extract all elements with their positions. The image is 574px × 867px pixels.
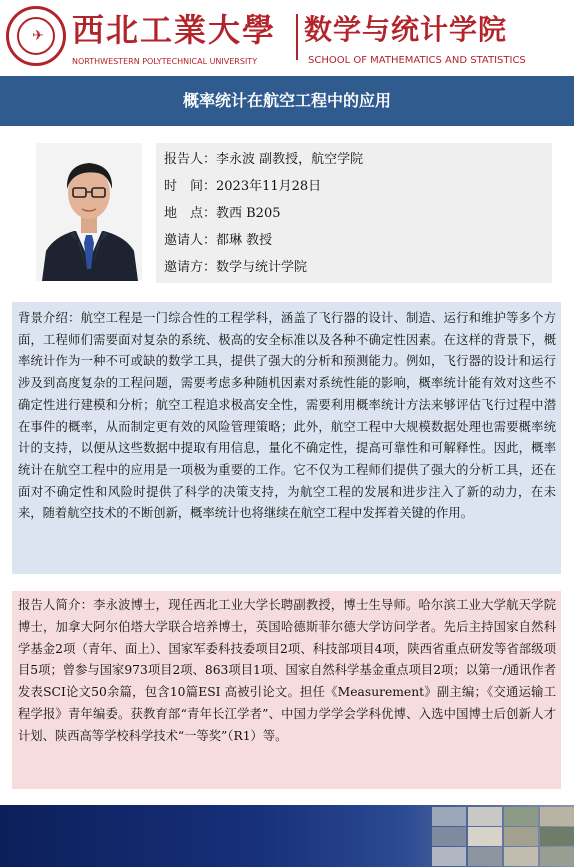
campus-photo-tile [540, 807, 574, 826]
background-section [12, 302, 561, 574]
page-header [0, 0, 574, 76]
speaker-bio-section [12, 591, 561, 789]
campus-photo-tile [540, 847, 574, 866]
campus-photo-tile [504, 807, 538, 826]
university-name-cn: 西北工業大學 [72, 11, 277, 49]
university-logo [6, 6, 66, 66]
location-line: 地 点：教西 B205 [164, 206, 281, 221]
campus-photo-collage [430, 805, 574, 867]
logo-inner-ring [17, 17, 55, 55]
speaker-bio-text: 报告人简介：李永波博士，现任西北工业大学长聘副教授，博士生导师。哈尔滨工业大学航天学院博士，加拿大阿尔伯塔大学联合培养博士，英国哈德斯菲尔德大学访问学者。先后主持国家自然科学基金2项（青年、面上）、国家军委科技委项目2项、科技部项目4项，陕西省重点研发等省部级项目5项；曾参与国家973项目2项、863项目1项、国家自然科学基金重点项目2项；以第一/通讯作者发表SCI论文50余篇，包含10篇ESI 高被引论文。担任《Measurement》副主编；《交通运输工程学报》青年编委。获教育部“青年长江学者”、中国力学学会学科优博、入选中国博士后创新人才计划、陕西高等学校科学技术“一等奖”（R1）等。 [18, 598, 556, 743]
inviter-line: 邀请人：都琳 教授 [164, 233, 273, 248]
logo-emblem-icon: ✈ [32, 28, 44, 44]
campus-photo-tile [468, 807, 502, 826]
reporter-line: 报告人：李永波 副教授，航空学院 [164, 152, 364, 167]
page-footer [0, 805, 574, 867]
speaker-photo [36, 143, 142, 281]
campus-photo-tile [504, 847, 538, 866]
header-divider [296, 14, 298, 60]
school-name-cn: 数学与统计学院 [304, 13, 508, 46]
campus-photo-tile [432, 847, 466, 866]
campus-photo-tile [504, 827, 538, 846]
time-line: 时 间：2023年11月28日 [164, 179, 322, 194]
campus-photo-tile [432, 827, 466, 846]
campus-photo-tile [432, 807, 466, 826]
title-bar [0, 76, 574, 126]
speaker-info-box [156, 143, 552, 283]
university-name-en: NORTHWESTERN POLYTECHNICAL UNIVERSITY [72, 57, 258, 66]
lecture-title: 概率统计在航空工程中的应用 [182, 91, 391, 110]
campus-photo-tile [468, 827, 502, 846]
campus-photo-tile [540, 827, 574, 846]
campus-photo-tile [468, 847, 502, 866]
background-text: 背景介绍：航空工程是一门综合性的工程学科，涵盖了飞行器的设计、制造、运行和维护等多个方面，工程师们需要面对复杂的系统、极高的安全标准以及各种不确定性因素。在这样的背景下，概率统计作为一种不可或缺的数学工具，提供了强大的分析和预测能力。例如，飞行器的设计和运行涉及到高度复杂的工程问题，需要考虑多种随机因素对系统性能的影响，概率统计能有效对这些不确定性进行建模和分析；航空工程追求极高安全性，需要利用概率统计方法来够评估飞行过程中潜在事件的概率，从而制定更有效的风险管理策略；此外，航空工程中大规模数据处理也需要概率统计的支持，以便从这些数据中提取有用信息，量化不确定性，提高可靠性和可解释性。因此，概率统计在航空工程中的应用是一项极为重要的工作。它不仅为工程师们提供了强大的分析工具，还在面对不确定性和风险时提供了科学的决策支持，为航空工程的发展和进步注入了新的动力，在未来，随着航空技术的不断创新，概率统计也将继续在航空工程中发挥着关键的作用。 [18, 311, 556, 521]
school-name-en: SCHOOL OF MATHEMATICS AND STATISTICS [308, 55, 526, 66]
speaker-portrait-image [36, 143, 142, 281]
host-line: 邀请方：数学与统计学院 [164, 260, 308, 275]
